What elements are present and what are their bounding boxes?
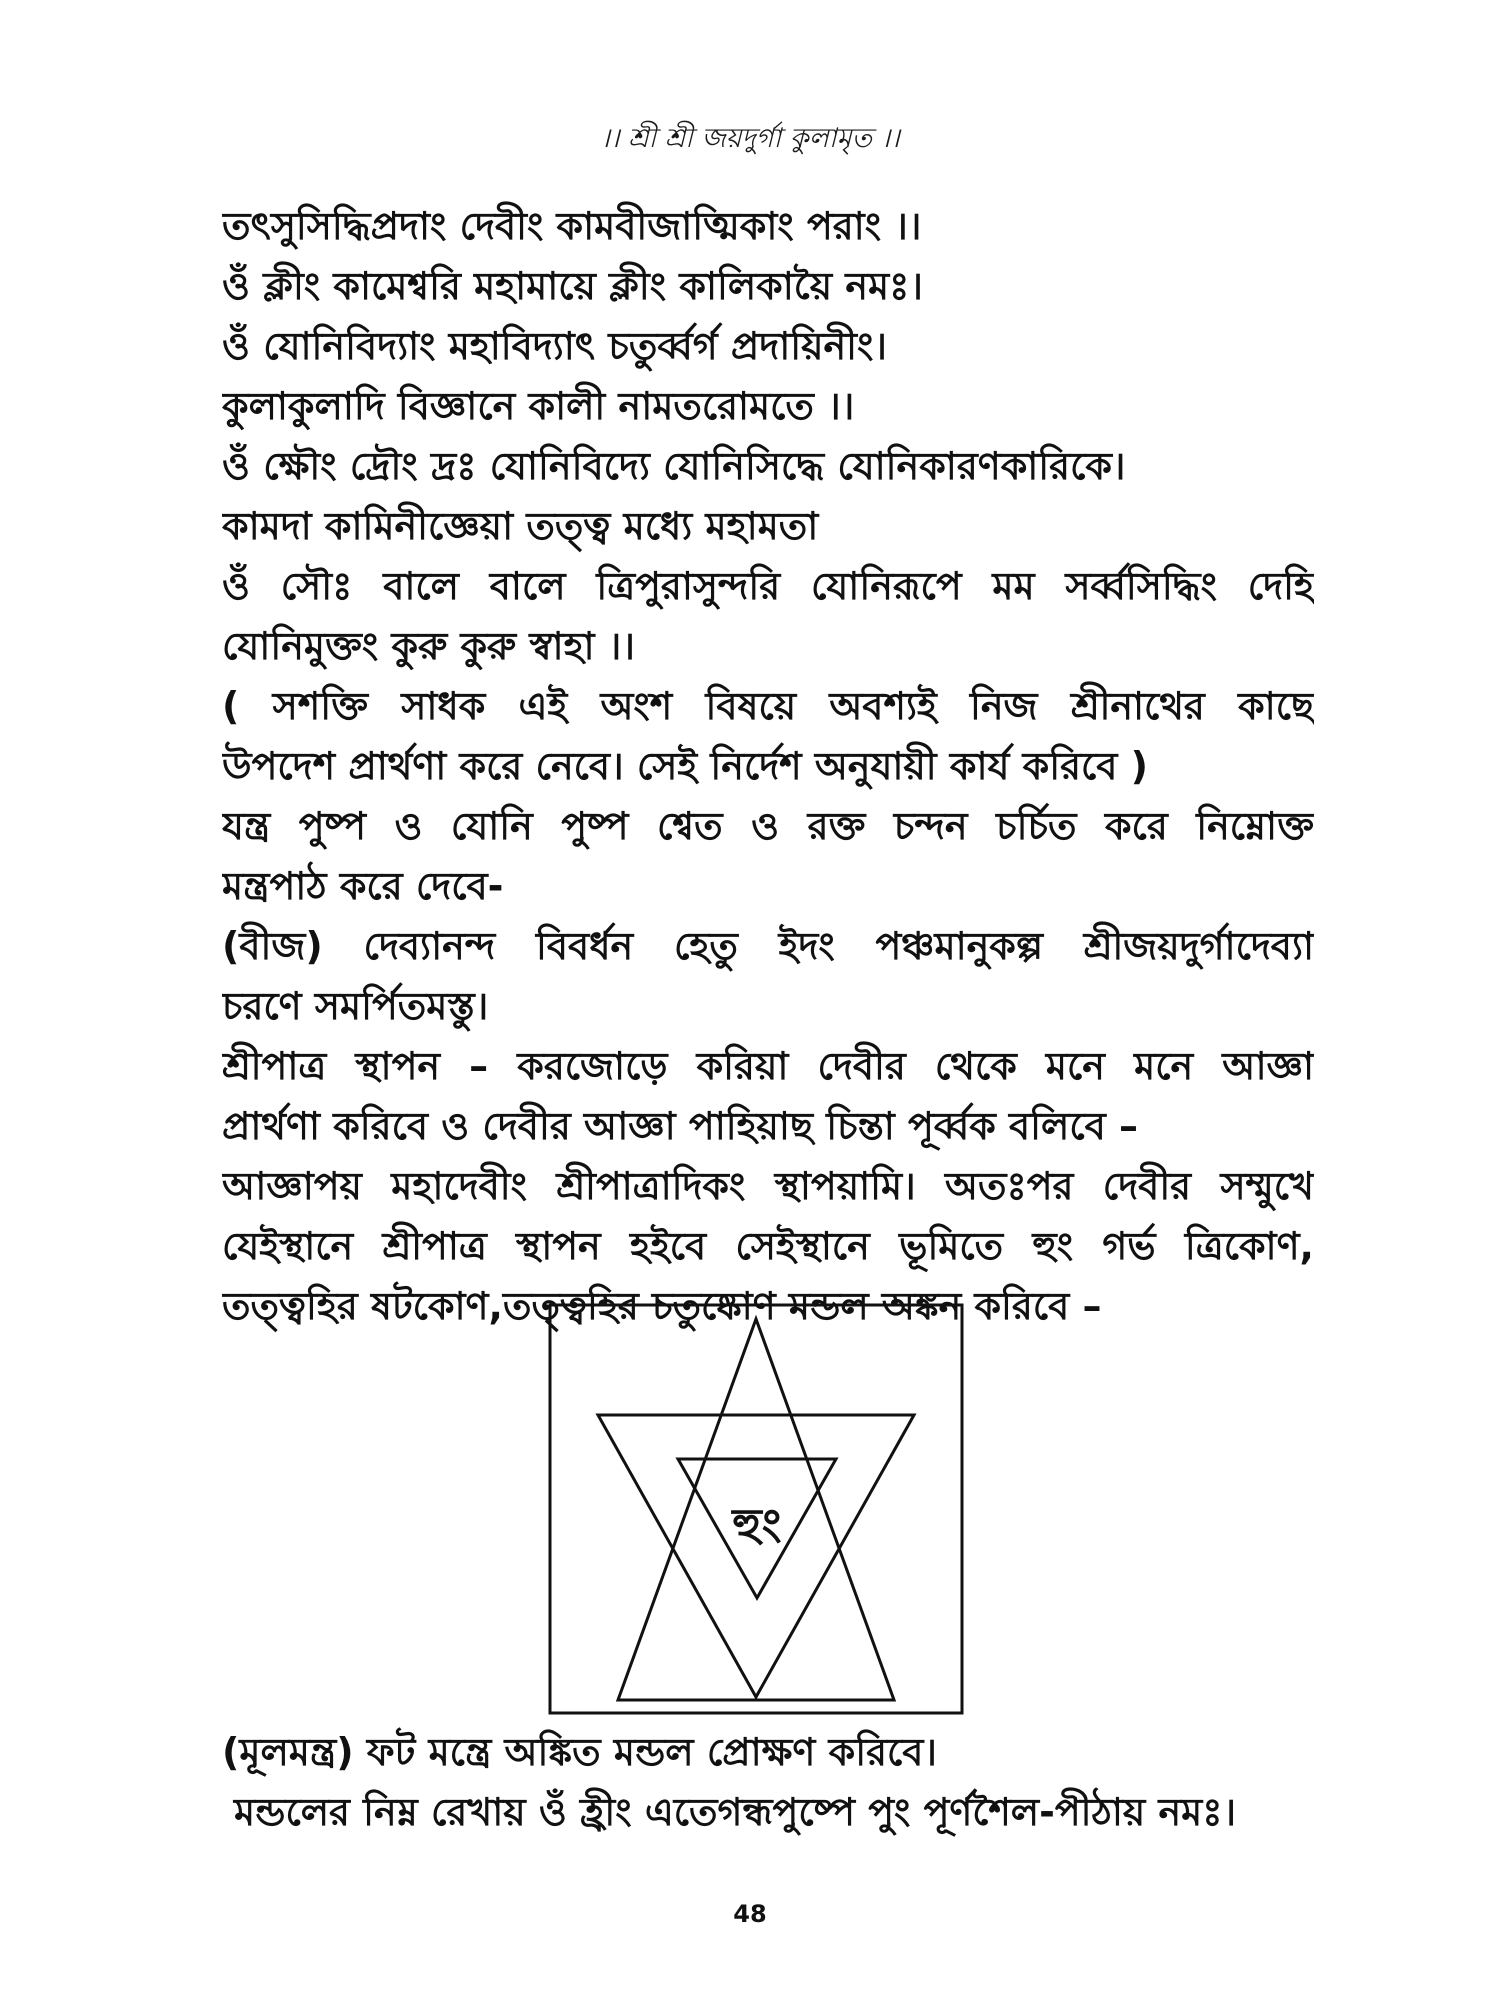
page-header: ।। শ্রী শ্রী জয়দুর্গা কুলামৃত ।। bbox=[600, 123, 900, 154]
text-line: ওঁ ক্ষৌং দ্রৌং দ্রঃ যোনিবিদ্যে যোনিসিদ্ধে যোনিকারণকারিকে। bbox=[222, 444, 1126, 488]
text-line: মন্ডলের নিম্ন রেখায় ওঁ হ্রীং এতেগন্ধপুষ্পে পুং পূর্ণশৈল-পীঠায় নমঃ। bbox=[234, 1790, 1237, 1834]
text-line: ওঁ যোনিবিদ্যাং মহাবিদ্যাৎ চতুর্ব্বর্গ প্রদায়িনীং। bbox=[222, 324, 887, 368]
text-line: যন্ত্র পুষ্প ও যোনি পুষ্প শ্বেত ও রক্ত চন্দন চর্চিত করে নিম্নোক্ত bbox=[222, 804, 1314, 848]
text-line: কামদা কামিনীজ্ঞেয়া তত্ত্ব মধ্যে মহামতা bbox=[222, 504, 819, 548]
text-line: আজ্ঞাপয় মহাদেবীং শ্রীপাত্রাদিকং স্থাপয়ামি। অতঃপর দেবীর সম্মুখে bbox=[222, 1164, 1314, 1208]
text-line: (মূলমন্ত্র) ফট মন্ত্রে অঙ্কিত মন্ডল প্রোক্ষণ করিবে। bbox=[222, 1730, 937, 1774]
text-line: যেইস্থানে শ্রীপাত্র স্থাপন হইবে সেইস্থানে ভূমিতে হুং গর্ভ ত্রিকোণ, bbox=[222, 1224, 1314, 1268]
text-line: তৎসুসিদ্ধিপ্রদাং দেবীং কামবীজাত্মিকাং পরাং ।। bbox=[222, 204, 922, 248]
text-line: উপদেশ প্রার্থণা করে নেবে। সেই নির্দেশ অনুযায়ী কার্য করিবে ) bbox=[222, 744, 1148, 788]
page-number: 48 bbox=[733, 1900, 767, 1928]
text-line: মন্ত্রপাঠ করে দেবে- bbox=[222, 864, 504, 908]
text-line: ওঁ ক্লীং কামেশ্বরি মহামায়ে ক্লীং কালিকায়ৈ নমঃ। bbox=[222, 264, 923, 308]
text-line: চরণে সমর্পিতমস্তু। bbox=[222, 984, 489, 1028]
body-text bbox=[222, 196, 1314, 1336]
text-line: কুলাকুলাদি বিজ্ঞানে কালী নামতরোমতে ।। bbox=[222, 384, 855, 428]
text-line: (বীজ) দেব্যানন্দ বিবর্ধন হেতু ইদং পঞ্চমানুকল্প শ্রীজয়দুর্গাদেব্যা bbox=[222, 924, 1314, 968]
text-line: শ্রীপাত্র স্থাপন – করজোড়ে করিয়া দেবীর থেকে মনে মনে আজ্ঞা bbox=[222, 1044, 1314, 1088]
text-line: প্রার্থণা করিবে ও দেবীর আজ্ঞা পাহিয়াছ চিন্তা পূর্ব্বক বলিবে – bbox=[222, 1104, 1139, 1148]
text-line: ( সশক্তি সাধক এই অংশ বিষয়ে অবশ্যই নিজ শ্রীনাথের কাছে bbox=[222, 684, 1314, 728]
center-bija-glyph: হুং bbox=[732, 1498, 782, 1552]
text-line: যোনিমুক্তং কুরু কুরু স্বাহা ।। bbox=[222, 624, 635, 668]
text-line: ওঁ সৌঃ বালে বালে ত্রিপুরাসুন্দরি যোনিরূপে মম সর্ব্বসিদ্ধিং দেহি bbox=[222, 564, 1314, 608]
bottom-text bbox=[222, 1722, 1314, 1842]
yantra-diagram bbox=[548, 1303, 964, 1715]
text-line: তত্ত্বহির ষটকোণ,তত্ত্বহির চতুষ্কোণ মন্ডল অঙ্কন করিবে – bbox=[222, 1284, 1102, 1328]
downward-triangle bbox=[598, 1415, 914, 1697]
